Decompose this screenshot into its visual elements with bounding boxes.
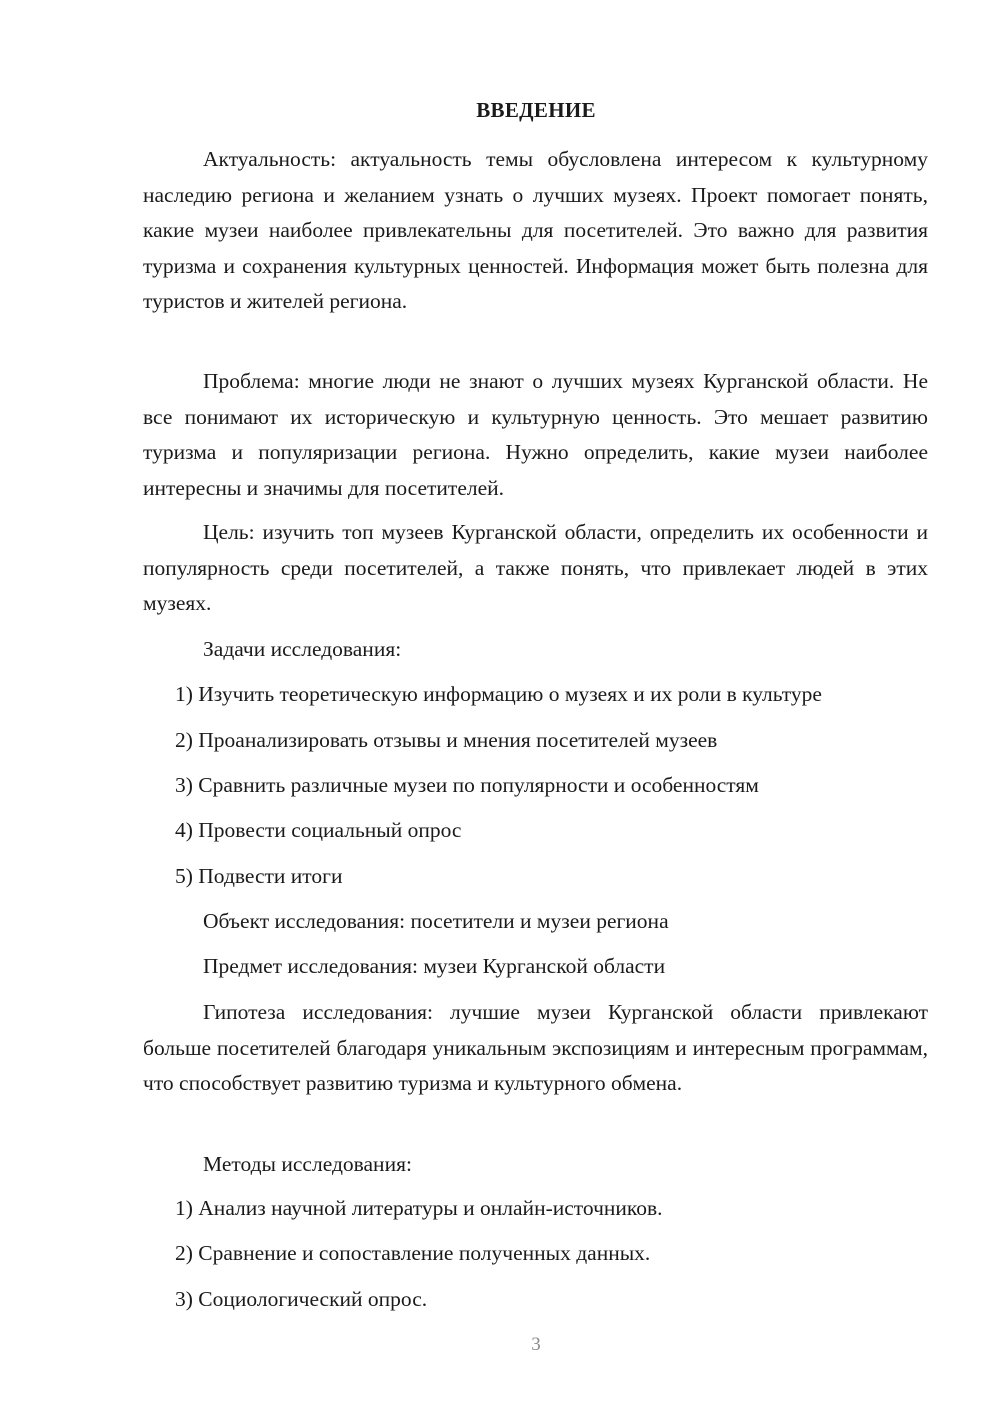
hypothesis-paragraph: Гипотеза исследования: лучшие музеи Курганской области привлекают больше посетителей благодаря уникальным экспозициям и интересным программам, что способствует развитию туризма и культурного обмена. [143, 1000, 928, 1095]
task-item: 2) Проанализировать отзывы и мнения посетителей музеев [175, 728, 718, 752]
task-item: 1) Изучить теоретическую информацию о музеях и их роли в культуре [175, 682, 822, 706]
research-subject: Предмет исследования: музеи Курганской области [203, 954, 666, 978]
section-heading: ВВЕДЕНИЕ [476, 98, 596, 122]
relevance-paragraph: Актуальность: актуальность темы обусловлена интересом к культурному наследию региона и желанием узнать о лучших музеях. Проект помогает понять, какие музеи наиболее привлекательны для посетителей. Это важно для развития туризма и сохранения культурных ценностей. Информация может быть полезна для туристов и жителей региона. [143, 147, 928, 313]
method-item: 2) Сравнение и сопоставление полученных данных. [175, 1241, 651, 1265]
method-item: 3) Социологический опрос. [175, 1287, 428, 1311]
task-item: 5) Подвести итоги [175, 864, 343, 888]
research-object: Объект исследования: посетители и музеи региона [203, 909, 669, 933]
tasks-heading: Задачи исследования: [203, 637, 402, 661]
problem-paragraph: Проблема: многие люди не знают о лучших музеях Курганской области. Не все понимают их историческую и культурную ценность. Это мешает развитию туризма и популяризации региона. Нужно определить, какие музеи наиболее интересны и значимы для посетителей. [143, 369, 928, 500]
method-item: 1) Анализ научной литературы и онлайн-источников. [175, 1196, 663, 1220]
methods-heading: Методы исследования: [203, 1152, 412, 1176]
task-item: 4) Провести социальный опрос [175, 818, 462, 842]
page-number: 3 [531, 1334, 541, 1355]
task-item: 3) Сравнить различные музеи по популярности и особенностям [175, 773, 759, 797]
goal-paragraph: Цель: изучить топ музеев Курганской области, определить их особенности и популярность среди посетителей, а также понять, что привлекает людей в этих музеях. [143, 520, 928, 615]
